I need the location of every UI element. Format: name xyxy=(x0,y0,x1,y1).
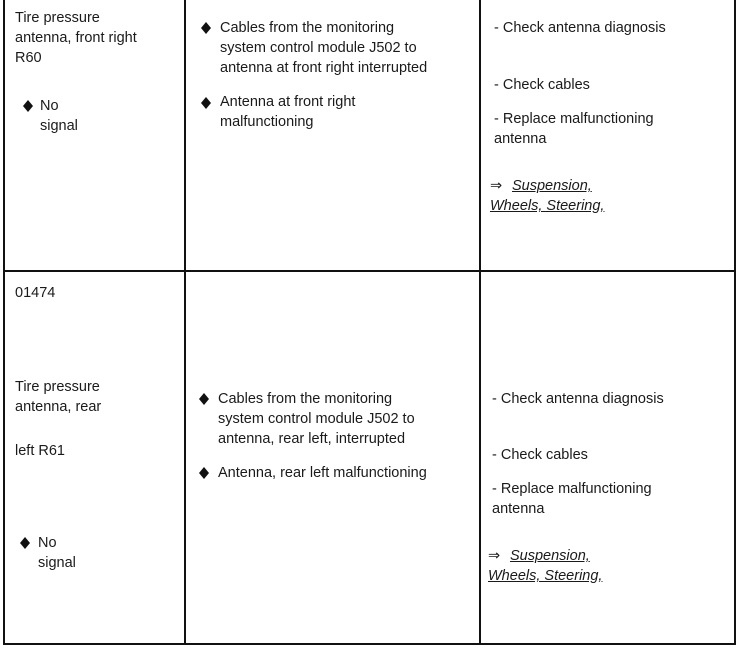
reference-link[interactable]: Suspension, Wheels, Steering, xyxy=(488,548,603,584)
remedy-text: - Replace malfunctioning antenna xyxy=(494,111,654,147)
table-border-bottom xyxy=(3,643,736,645)
reference-link[interactable]: Suspension, Wheels, Steering, xyxy=(490,178,605,214)
table-border-left xyxy=(3,0,5,645)
column-divider-1 xyxy=(184,0,186,645)
column-divider-2 xyxy=(479,0,481,645)
symptom-text: No signal xyxy=(40,98,78,134)
remedy-text: - Check antenna diagnosis xyxy=(492,391,664,407)
diamond-bullet-icon xyxy=(200,20,213,38)
remedy-text: - Replace malfunctioning antenna xyxy=(492,481,652,517)
component-name: Tire pressure antenna, front right R60 xyxy=(15,10,137,66)
diamond-bullet-icon xyxy=(198,465,211,483)
symptom-text: No signal xyxy=(38,535,76,571)
remedy-text: - Check cables xyxy=(492,447,588,463)
cause-text: Antenna, rear left malfunctioning xyxy=(218,465,427,481)
component-name-line2: left R61 xyxy=(15,443,65,459)
row-divider xyxy=(3,270,736,272)
table-border-right xyxy=(734,0,736,645)
diamond-bullet-icon xyxy=(200,95,213,113)
cause-text: Antenna at front right malfunctioning xyxy=(220,94,356,130)
cause-text: Cables from the monitoring system control module J502 to antenna, rear left, interrupted xyxy=(218,391,415,447)
reference-arrow-icon: ⇒ xyxy=(488,548,501,564)
reference-arrow-icon: ⇒ xyxy=(490,178,503,194)
diamond-bullet-icon xyxy=(198,391,211,409)
remedy-text: - Check cables xyxy=(494,77,590,93)
component-name: Tire pressure antenna, rear xyxy=(15,379,102,415)
remedy-text: - Check antenna diagnosis xyxy=(494,20,666,36)
fault-code: 01474 xyxy=(15,285,56,301)
cause-text: Cables from the monitoring system control module J502 to antenna at front right interrupted xyxy=(220,20,428,76)
diamond-bullet-icon xyxy=(22,98,35,116)
diamond-bullet-icon xyxy=(19,535,32,553)
